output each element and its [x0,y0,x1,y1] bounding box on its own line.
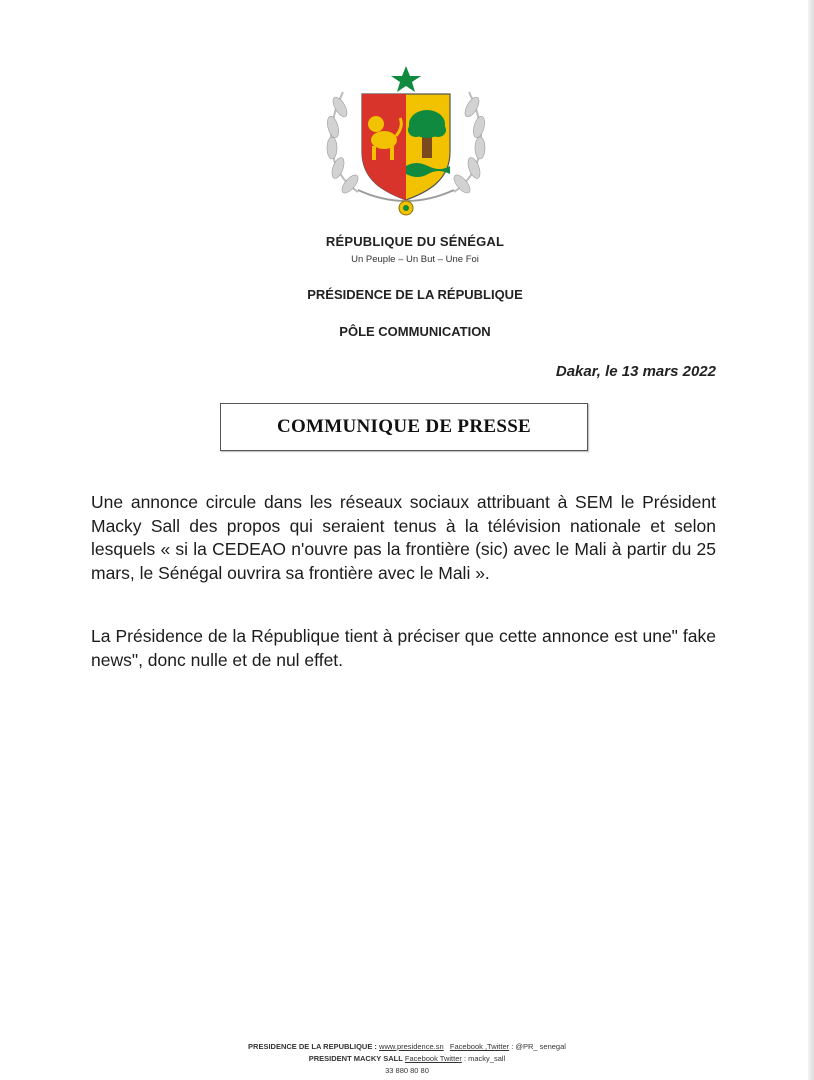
communication-department: PÔLE COMMUNICATION [339,324,491,339]
country-name: RÉPUBLIQUE DU SÉNÉGAL [325,234,505,249]
footer-president-social-links[interactable]: Facebook Twitter [404,1054,462,1063]
presidency-heading: PRÉSIDENCE DE LA RÉPUBLIQUE [307,287,523,302]
footer-social-links[interactable]: Facebook ,Twitter [449,1042,510,1051]
body-paragraph-1: Une annonce circule dans les réseaux sociaux attribuant à SEM le Président Macky Sall des propos qui seraient tenus à la télévision nationale et selon lesquels « si la CEDEAO n'ouvre pas la frontière (sic) avec le Mali à partir du 25 mars, le Sénégal ouvrira sa frontière avec le Mali ». [91,492,716,583]
body-paragraph-2: La Présidence de la République tient à préciser que cette annonce est une" fake news", donc nulle et de nul effet. [91,626,716,670]
footer-website-link[interactable]: www.presidence.sn [379,1042,444,1051]
footer-president-handle: : macky_sall [463,1054,506,1063]
footer-presidency-label: PRESIDENCE DE LA REPUBLIQUE : [248,1042,377,1051]
press-release-title: COMMUNIQUE DE PRESSE [276,416,532,437]
footer-line-1 [0,1042,814,1051]
footer-president-label: PRESIDENT MACKY SALL [308,1054,403,1063]
footer-line-3 [0,1066,814,1075]
footer-phone-number: 33 880 80 80 [385,1066,429,1075]
press-release-title-box [220,403,588,451]
coat-of-arms-icon [318,62,494,218]
date-place-line: Dakar, le 13 mars 2022 [555,363,716,380]
page-edge-shadow [808,0,814,1080]
footer-presidency-handle: : @PR_ senegal [511,1042,566,1051]
national-motto: Un Peuple – Un But – Une Foi [351,254,479,265]
footer-line-2 [0,1054,814,1063]
